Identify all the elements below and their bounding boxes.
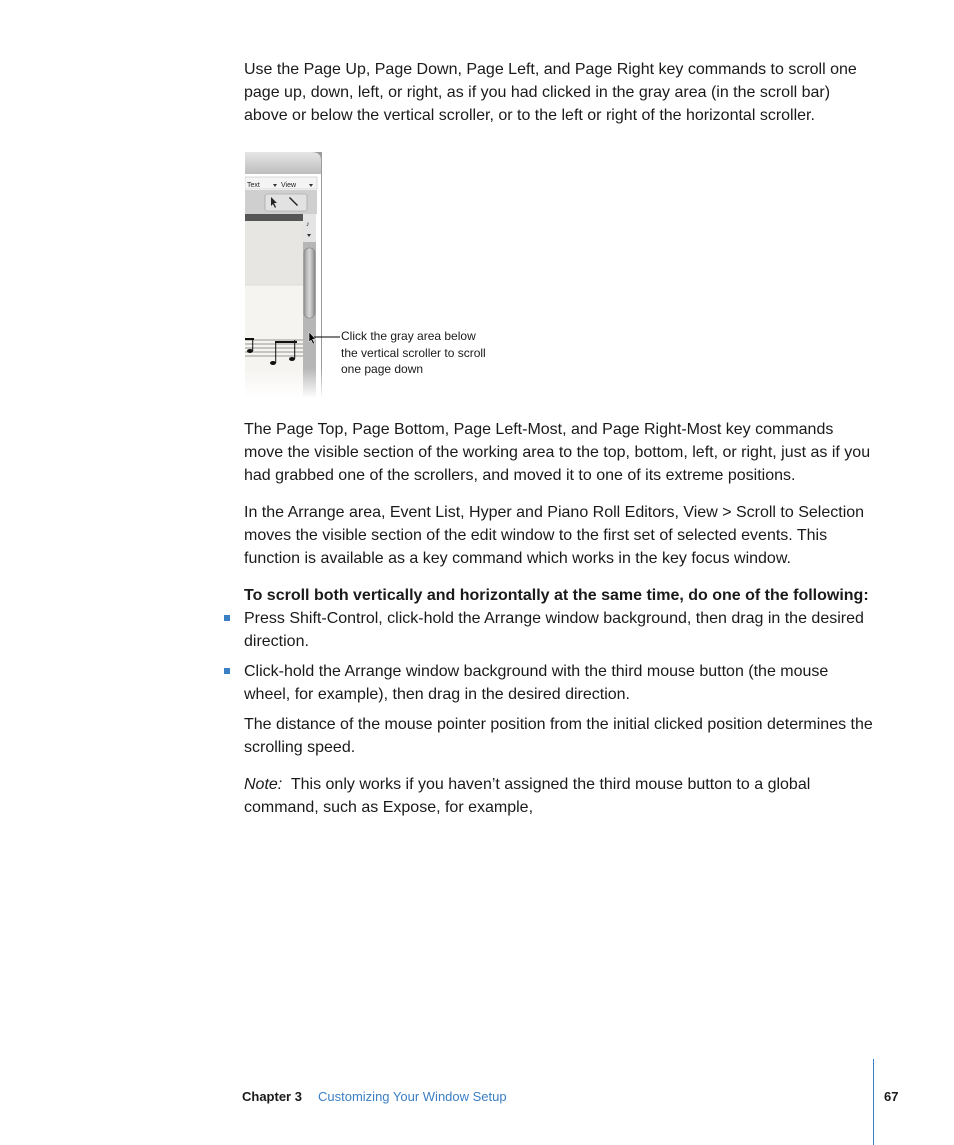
bullet-marker-2 (224, 668, 230, 674)
paragraph-page-extremes: The Page Top, Page Bottom, Page Left-Most, and Page Right-Most key commands move the visible section of the working area to the top, bottom, left, or right, just as if you had grabbed one of the scrollers, and moved it to one of its extreme positions. (244, 421, 871, 484)
bullet-marker-1 (224, 615, 230, 621)
bullet-item-1: Press Shift-Control, click-hold the Arrange window background, then drag in the desired direction. (244, 610, 864, 650)
page-number: 67 (884, 1089, 899, 1104)
footer-chapter: Chapter 3 (242, 1089, 302, 1104)
callout-line (312, 330, 342, 344)
task-heading: To scroll both vertically and horizontally at the same time, do one of the following: (244, 587, 869, 604)
svg-text:♪: ♪ (306, 221, 310, 228)
footer-divider (873, 1059, 874, 1145)
paragraph-scrolling-speed: The distance of the mouse pointer position from the initial clicked position determines the scrolling speed. (244, 716, 873, 756)
bullet-item-2: Click-hold the Arrange window background with the third mouse button (the mouse wheel, for example), then drag in the desired direction. (244, 663, 829, 703)
paragraph-scroll-to-selection: In the Arrange area, Event List, Hyper and Piano Roll Editors, View > Scroll to Selection moves the visible section of the edit window to the first set of selected events. This function is available as a key command which works in the key focus window. (244, 504, 865, 567)
menu-text-label: Text (247, 182, 260, 189)
note-text: This only works if you haven’t assigned the third mouse button to a global command, such as Expose, for example, (244, 776, 811, 816)
note-label: Note: (244, 776, 283, 793)
paragraph-page-keys: Use the Page Up, Page Down, Page Left, and Page Right key commands to scroll one page up, down, left, or right, as if you had clicked in the gray area (in the scroll bar) above or below the vertical scroller, or to the left or right of the horizontal scroller. (244, 61, 857, 124)
screenshot-figure (245, 152, 322, 398)
note-paragraph (244, 773, 874, 819)
menu-view-label: View (281, 182, 297, 189)
figure-caption: Click the gray area below the vertical scroller to scroll one page down (341, 329, 486, 376)
vertical-scroller (304, 248, 315, 318)
footer-chapter-title-link[interactable]: Customizing Your Window Setup (318, 1089, 507, 1104)
